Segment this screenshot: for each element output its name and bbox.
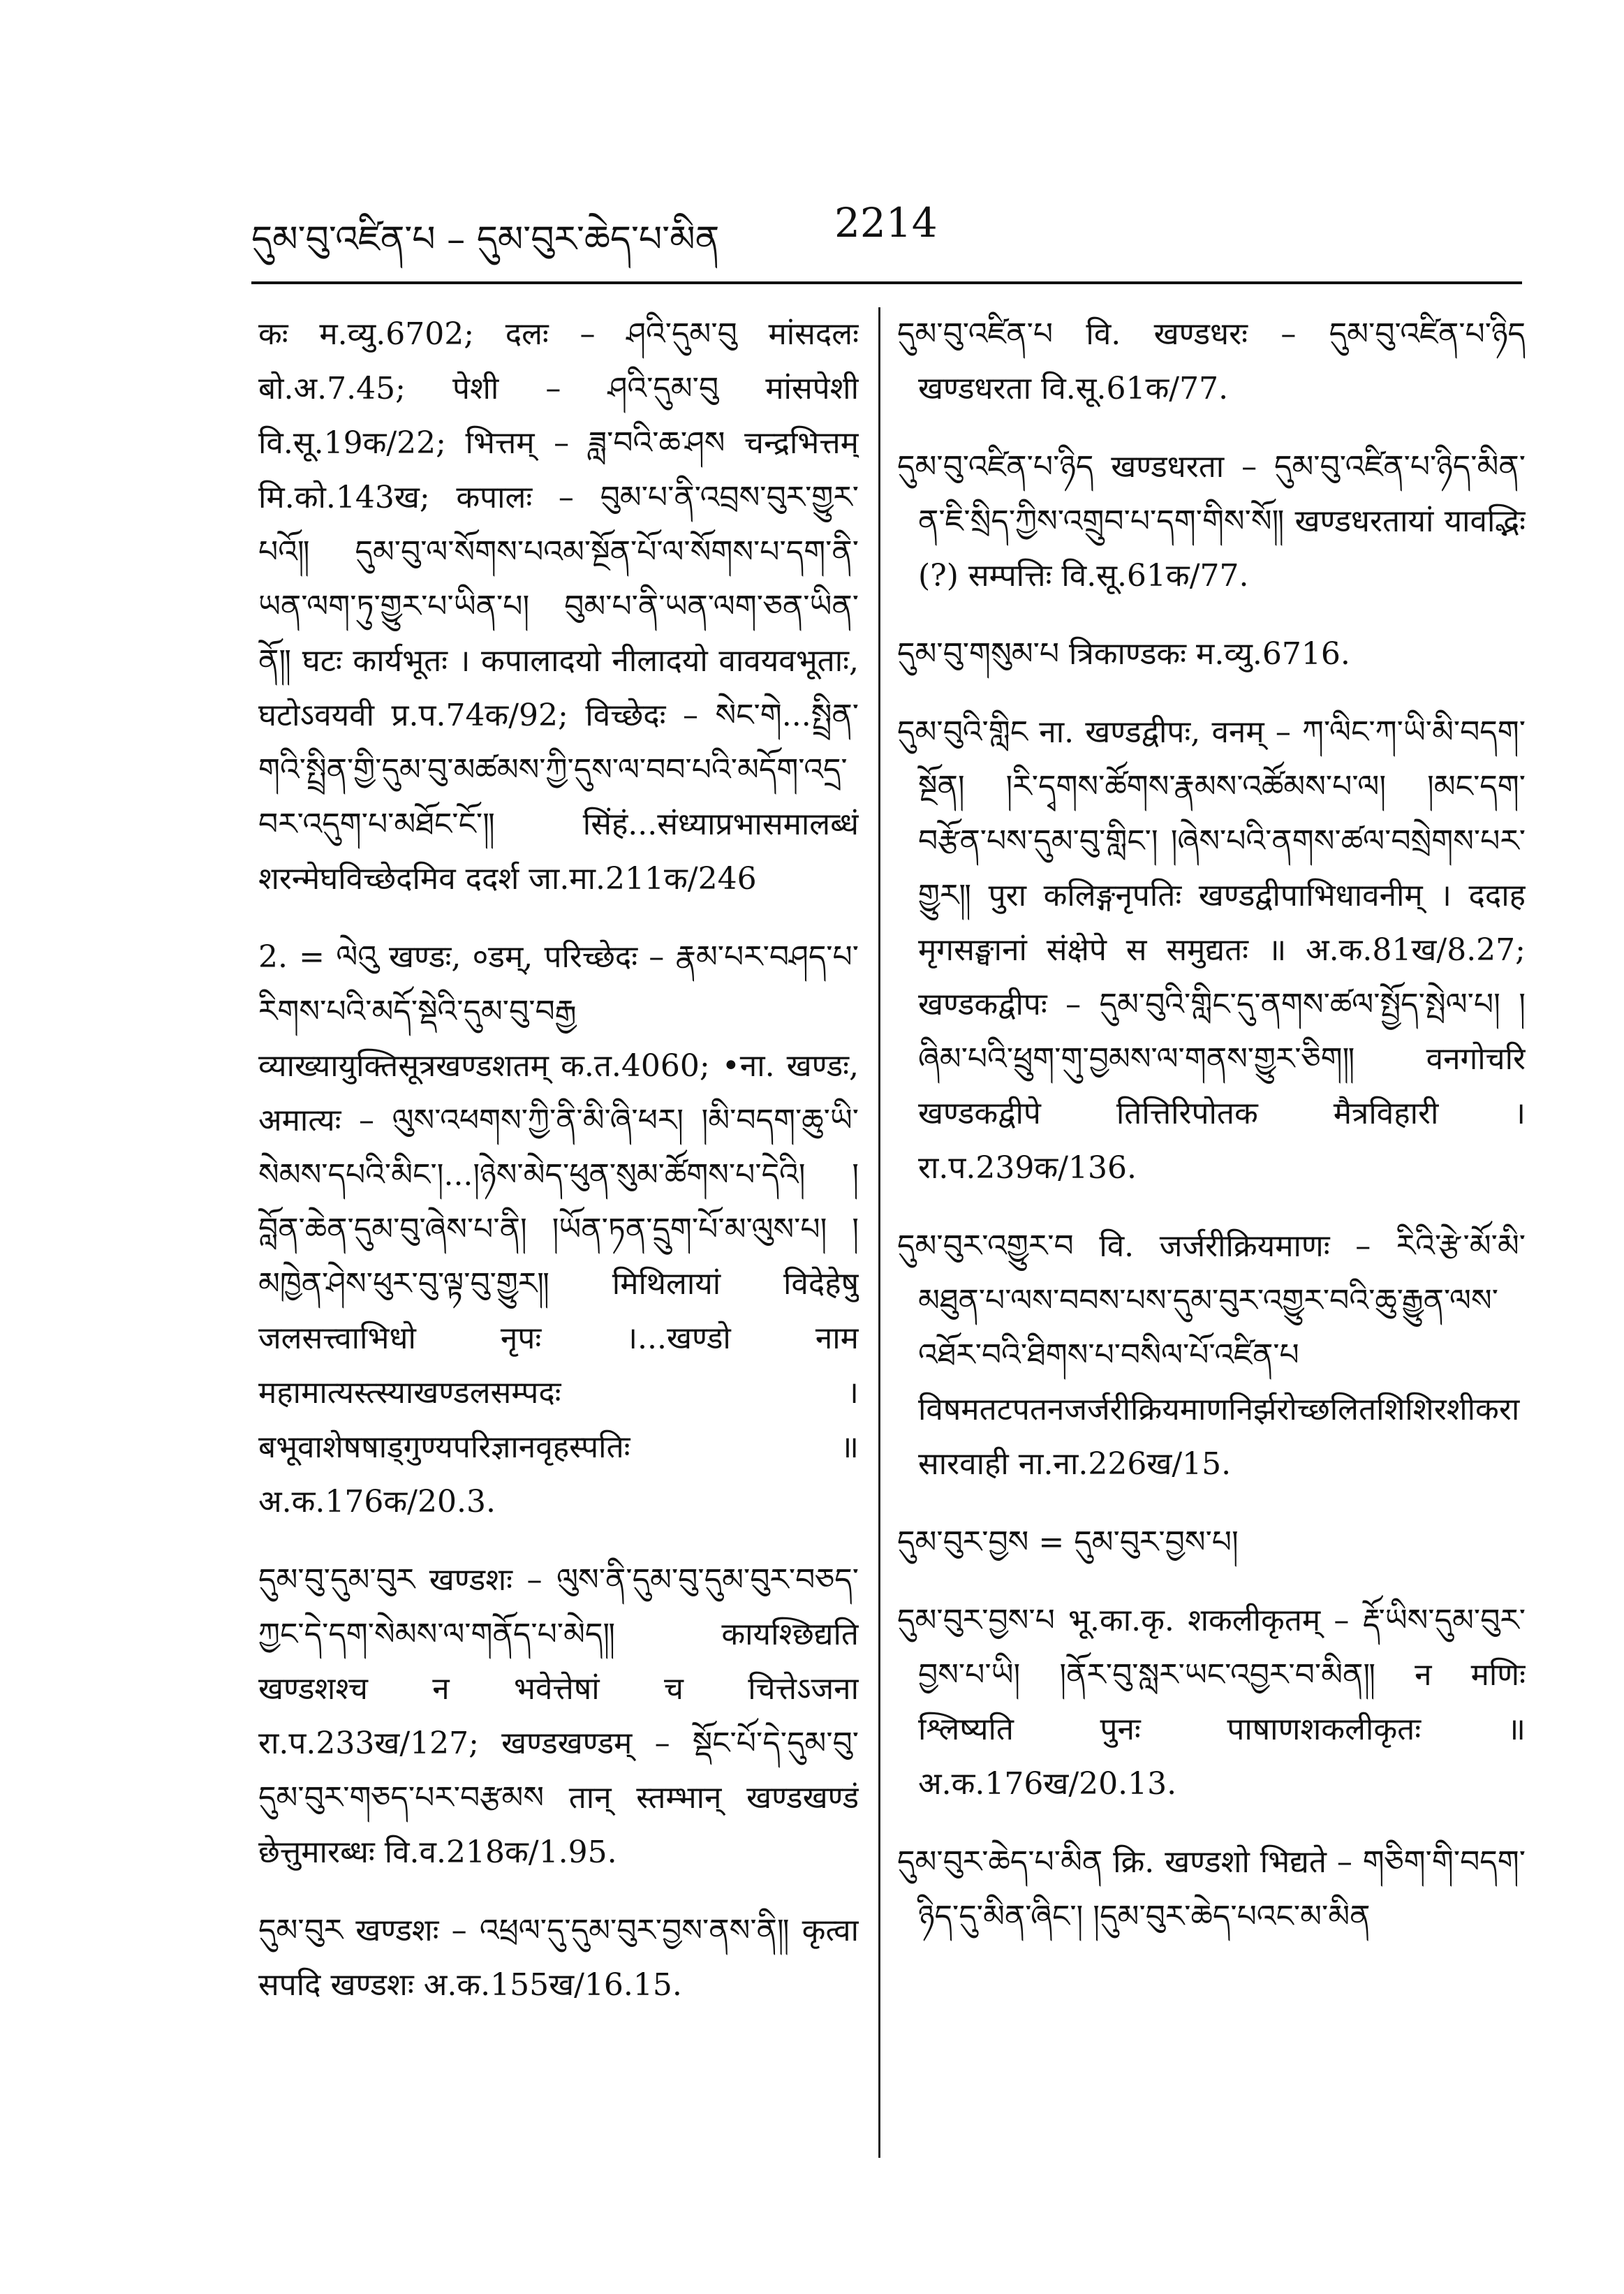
page-header <box>0 0 1624 293</box>
dictionary-entry: དུམ་བུར་བྱས = དུམ་བུར་བྱས་པ། <box>897 1524 1239 1560</box>
header-rule <box>251 281 1522 284</box>
left-column <box>258 307 859 2158</box>
dictionary-entry: 2. = ལེའུ खण्डः, ०डम्, परिच्छेदः – རྣམ་པར་བཤད་པ་རིགས་པའི་མདོ་སྡེའི་དུམ་བུ་བརྒྱ व्याख्यायुक्तिसूत्रखण्डशतम् क.त.4060; •ना. खण्डः, अमात्यः – ལུས་འཕགས་ཀྱི་ནི་མི་ཞི་ཕར། །མི་བདག་ཆུ་ཡི་སེམས་དཔའི་མིང་།...།ཉེས་མེད་ཕུན་སུམ་ཚོགས་པ་དེའི། །བློན་ཆེན་དུམ་བུ་ཞེས་པ་ནི། །ཡོན་ཏན་དྲུག་པོ་མ་ལུས་པ། །མཁྱེན་ཤེས་ཕུར་བུ་ལྟ་བུ་གྱུར༎ मिथिलायां विदेहेषु जलसत्त्वाभिधो नृपः ।...खण्डो नाम महामात्यस्त्स्याखण्डलसम्पदः । बभूवाशेषषाड्गुण्यपरिज्ञानवृहस्पतिः ॥ अ.क.176क/20.3. <box>258 939 859 1520</box>
dictionary-entry: དུམ་བུར་བྱས་པ भू.का.कृ. शकलीकृतम् – རྡོ་ཡིས་དུམ་བུར་བྱས་པ་ཡི། །ནོར་བུ་སླར་ཡང་འབྱར་བ་མིན༎ न मणिः श्लिष्यति पुनः पाषाणशकलीकृतः ॥ अ.क.176ख/20.13. <box>897 1603 1526 1802</box>
right-column <box>897 307 1526 2158</box>
dictionary-entry: དུམ་བུར་འགྱུར་བ वि. जर्जरीक्रियमाणः – རིའི་རྩེ་མོ་མི་མཐུན་པ་ལས་བབས་པས་དུམ་བུར་འགྱུར་བའི་ཆུ་རྒྱུན་ལས་འཐོར་བའི་ཐིགས་པ་བསིལ་པོ་འཛིན་པ विषमतटपतनजर्जरीक्रियमाणनिर्झरोच्छलितशिशिरशीकरासारवाही ना.ना.226ख/15. <box>897 1228 1526 1482</box>
page-number: 2214 <box>834 199 938 247</box>
dictionary-entry: कः म.व्यु.6702; दलः – ཤའི་དུམ་བུ मांसदलः बो.अ.7.45; पेशी – ཤའི་དུམ་བུ मांसपेशी वि.सू.19क/22; भित्तम् – ཟླ་བའི་ཆ་ཤས चन्द्रभित्तम् मि.को.143ख; कपालः – བུམ་པ་ནི་འབྲས་བུར་གྱུར་པའོ༎ དུམ་བུ་ལ་སོགས་པའམ་སྔོན་པོ་ལ་སོགས་པ་དག་ནི་ཡན་ལག་ཏུ་གྱུར་པ་ཡིན་པ། བུམ་པ་ནི་ཡན་ལག་ཅན་ཡིན་ནོ༎ घटः कार्यभूतः । कपालादयो नीलादयो वावयवभूताः, घटोऽवयवी प्र.प.74क/92; विच्छेदः – སེང་གེ...སྤྲིན་གའི་སྤྲིན་གྱི་དུམ་བུ་མཚམས་ཀྱི་དུས་ལ་བབ་པའི་མདོག་འདྲ་བར་འདུག་པ་མཐོང་ངོ་༎ सिंहं...संध्याप्रभासमालब्धं शरन्मेघविच्छेदमिव ददर्श जा.मा.211क/246 <box>258 316 859 897</box>
dictionary-entry: དུམ་བུ་དུམ་བུར खण्डशः – ལུས་ནི་དུམ་བུ་དུམ་བུར་བཅད་ཀྱང་དེ་དག་སེམས་ལ་གནོད་པ་མེད༎ कायश्छिद्यति खण्डशश्च न भवेत्तेषां च चित्तेऽजना रा.प.233ख/127; खण्डखण्डम् – སྡོང་པོ་དེ་དུམ་བུ་དུམ་བུར་གཅད་པར་བརྩམས तान् स्तम्भान् खण्डखण्डं छेत्तुमारब्धः वि.व.218क/1.95. <box>258 1562 859 1870</box>
running-head: དུམ་བུ་འཛིན་པ – དུམ་བུར་ཆེད་པ་མིན <box>251 219 720 260</box>
dictionary-entry: དུམ་བུར खण्डशः – འཕྲལ་དུ་དུམ་བུར་བྱས་ནས་ནི༎ कृत्वा सपदि खण्डशः अ.क.155ख/16.15. <box>258 1913 859 2003</box>
dictionary-entry: དུམ་བུ་འཛིན་པ་ཉིད खण्डधरता – དུམ་བུ་འཛིན་པ་ཉིད་མིན་ན་ཇི་སྲིད་ཀྱིས་འགྲུབ་པ་དག་གིས་སོ༎ खण्डधरतायां यावद्भिः (?) सम्पत्तिः वि.सू.61क/77. <box>897 449 1526 594</box>
dictionary-entry: དུམ་བུའི་གླིང ना. खण्डद्वीपः, वनम् – ཀ་ལིང་ཀ་ཡི་མི་བདག་སྔོན། །རི་དྭགས་ཚོགས་རྣམས་འཚོམས་པ་ལ། །མང་དག་བརྩོན་པས་དུམ་བུ་གླིང་། །ཞེས་པའི་ནགས་ཚལ་བསྲེགས་པར་གྱུར༎ पुरा कलिङ्गनृपतिः खण्डद्वीपाभिधावनीम् । ददाह मृगसङ्घानां संक्षेपे स समुद्यतः ॥ अ.क.81ख/8.27; खण्डकद्वीपः – དུམ་བུའི་གླིང་དུ་ནགས་ཚལ་སྤྱོད་སྤེལ་པ། །ཞིམ་པའི་ཕྲུག་གུ་བྱམས་ལ་གནས་གྱུར་ཅིག༎ वनगोचरि खण्डकद्वीपे तित्तिरिपोतक मैत्रविहारी । रा.प.239क/136. <box>897 714 1526 1186</box>
dictionary-entry: དུམ་བུ་གསུམ་པ त्रिकाण्डकः म.व्यु.6716. <box>897 636 1350 672</box>
column-divider <box>878 307 880 2158</box>
dictionary-entry: དུམ་བུ་འཛིན་པ वि. खण्डधरः – དུམ་བུ་འཛིན་པ་ཉིད खण्डधरता वि.सू.61क/77. <box>897 316 1526 406</box>
dictionary-entry: དུམ་བུར་ཆེད་པ་མིན क्रि. खण्डशो भिद्यते – གཅིག་གི་བདག་ཉིད་དུ་མིན་ཞིང་། །དུམ་བུར་ཆེད་པའང་མ་མིན <box>897 1844 1526 1934</box>
